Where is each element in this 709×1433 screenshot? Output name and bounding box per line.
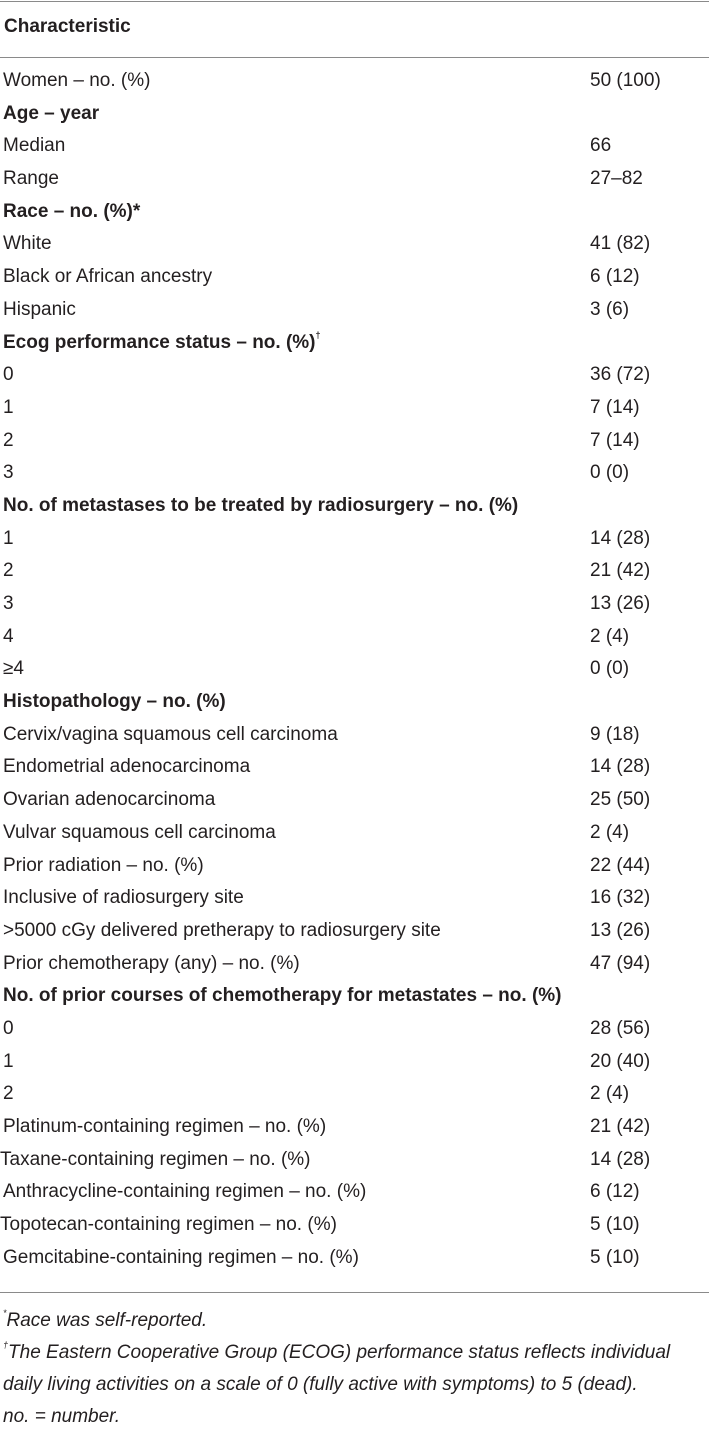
table-row <box>0 1078 709 1111</box>
footnotes <box>3 1305 707 1433</box>
row-label-text: Histopathology – no. (%) <box>3 691 226 713</box>
row-label <box>3 555 14 588</box>
row-label <box>3 621 14 654</box>
table-row <box>0 1209 709 1242</box>
row-label-text: 1 <box>3 396 14 418</box>
row-value: 0 (0) <box>590 462 630 484</box>
row-label <box>3 784 215 817</box>
row-value: 13 (26) <box>590 919 651 941</box>
footnote-text: Race was self-reported. <box>6 1310 208 1331</box>
row-label <box>3 163 59 196</box>
table-row <box>0 1046 709 1079</box>
row-label-text: 1 <box>3 1050 14 1072</box>
table-row <box>0 850 709 883</box>
row-label <box>3 457 14 490</box>
row-label <box>3 228 52 261</box>
header-rule <box>0 57 709 58</box>
row-value: 0 (0) <box>590 658 630 680</box>
table-row <box>0 915 709 948</box>
row-label-text: Topotecan-containing regimen – no. (%) <box>0 1214 337 1236</box>
row-label-text: Anthracycline-containing regimen – no. (%) <box>3 1181 367 1203</box>
row-value: 66 <box>590 135 612 157</box>
row-label <box>3 817 276 850</box>
top-rule <box>0 1 709 2</box>
row-value: 22 (44) <box>590 854 651 876</box>
column-header-characteristic: Characteristic <box>4 16 131 37</box>
table-row <box>0 294 709 327</box>
table-row <box>0 817 709 850</box>
row-label-text: 0 <box>3 1017 14 1039</box>
row-value: 6 (12) <box>590 266 640 288</box>
table-row <box>0 457 709 490</box>
row-label-text: No. of metastases to be treated by radiosurgery – no. (%) <box>3 494 519 516</box>
section-heading <box>3 490 518 523</box>
table-row <box>0 751 709 784</box>
row-value: 21 (42) <box>590 1116 651 1137</box>
table-section-row <box>0 196 709 229</box>
row-label <box>3 1078 14 1111</box>
row-label <box>3 751 250 784</box>
row-label <box>3 1013 14 1046</box>
row-label <box>3 261 212 294</box>
row-label-text: Gemcitabine-containing regimen – no. (%) <box>3 1246 359 1268</box>
table-row <box>0 228 709 261</box>
row-label <box>3 359 14 392</box>
row-label-text: White <box>3 233 52 255</box>
table-row <box>0 555 709 588</box>
table-row <box>0 1144 709 1177</box>
table-row <box>0 392 709 425</box>
row-label <box>3 294 76 327</box>
table-row <box>0 163 709 196</box>
table-section-row <box>0 980 709 1013</box>
row-value: 2 (4) <box>590 625 630 647</box>
row-label <box>3 1046 14 1079</box>
row-label <box>3 425 14 458</box>
section-heading <box>3 327 321 360</box>
footnote-mark: * <box>3 1308 7 1318</box>
row-label <box>3 588 14 621</box>
row-value: 14 (28) <box>590 756 651 778</box>
row-label-text: Platinum-containing regimen – no. (%) <box>3 1116 327 1137</box>
row-value: 41 (82) <box>590 233 651 255</box>
table-row <box>0 588 709 621</box>
row-value: 50 (100) <box>590 70 661 91</box>
row-label <box>0 1209 337 1242</box>
row-value: 2 (4) <box>590 1083 630 1105</box>
row-label-text: Endometrial adenocarcinoma <box>3 756 251 778</box>
table-row <box>0 1242 709 1275</box>
row-label <box>3 523 14 556</box>
row-value: 20 (40) <box>590 1050 651 1072</box>
row-value: 3 (6) <box>590 298 630 320</box>
footnote-race <box>3 1305 707 1337</box>
row-label <box>3 1111 326 1144</box>
row-value: 13 (26) <box>590 593 651 614</box>
table-section-row <box>0 686 709 719</box>
row-value: 2 (4) <box>590 821 630 843</box>
row-label-text: Cervix/vagina squamous cell carcinoma <box>3 723 338 745</box>
row-label-text: Race – no. (%)* <box>3 200 141 222</box>
bottom-rule <box>0 1292 709 1293</box>
footnote-text: daily living activities on a scale of 0 (fully active with symptoms) to 5 (dead). <box>3 1374 638 1395</box>
footnote-marker: † <box>315 329 321 340</box>
footnote-ecog-continued <box>3 1369 707 1401</box>
table-row <box>0 1013 709 1046</box>
table-section-row <box>0 98 709 131</box>
row-label-text: No. of prior courses of chemotherapy for metastates – no. (%) <box>3 985 562 1007</box>
footnote-abbreviation <box>3 1401 707 1433</box>
table-row <box>0 1176 709 1209</box>
row-value: 5 (10) <box>590 1246 640 1268</box>
table-row <box>0 784 709 817</box>
table-row <box>0 359 709 392</box>
row-label <box>3 850 204 883</box>
row-value: 14 (28) <box>590 1148 651 1170</box>
row-label-text: 3 <box>3 593 14 614</box>
row-label <box>3 653 24 686</box>
row-label-text: 3 <box>3 462 14 484</box>
row-label <box>3 130 65 163</box>
row-value: 36 (72) <box>590 364 651 386</box>
table-section-row <box>0 490 709 523</box>
row-label-text: Inclusive of radiosurgery site <box>3 887 244 909</box>
table-row <box>0 621 709 654</box>
row-label-text: Range <box>3 168 59 190</box>
row-label-text: Taxane-containing regimen – no. (%) <box>0 1148 311 1170</box>
row-label-text: Ecog performance status – no. (%) <box>3 331 316 353</box>
section-heading <box>3 980 562 1013</box>
row-label-text: 1 <box>3 527 14 549</box>
footnote-mark: † <box>3 1340 9 1350</box>
row-label-text: Median <box>3 135 66 157</box>
row-label-text: Vulvar squamous cell carcinoma <box>3 821 276 843</box>
row-value: 6 (12) <box>590 1181 640 1203</box>
row-value: 27–82 <box>590 168 643 190</box>
row-label <box>3 1242 359 1275</box>
row-label <box>3 948 300 981</box>
row-value: 5 (10) <box>590 1214 640 1236</box>
table-row <box>0 261 709 294</box>
row-label-text: 2 <box>3 560 14 582</box>
row-label <box>3 1176 366 1209</box>
row-label-text: Age – year <box>3 102 100 124</box>
row-value: 7 (14) <box>590 429 640 451</box>
row-value: 7 (14) <box>590 396 640 418</box>
footnote-ecog <box>3 1337 707 1369</box>
row-label-text: Ovarian adenocarcinoma <box>3 789 216 811</box>
row-label <box>3 719 338 752</box>
row-value: 21 (42) <box>590 560 651 582</box>
table-row <box>0 719 709 752</box>
row-value: 28 (56) <box>590 1017 651 1039</box>
row-value: 47 (94) <box>590 952 651 974</box>
row-label <box>3 65 150 98</box>
row-label-text: ≥4 <box>3 658 24 680</box>
table-row <box>0 948 709 981</box>
table-row <box>0 882 709 915</box>
table-section-row <box>0 327 709 360</box>
row-label-text: Hispanic <box>3 298 76 320</box>
table-row <box>0 130 709 163</box>
row-value: 16 (32) <box>590 887 651 909</box>
row-label <box>3 915 441 948</box>
table-row <box>0 425 709 458</box>
section-heading <box>3 686 226 719</box>
section-heading <box>3 98 99 131</box>
row-label-text: 2 <box>3 1083 14 1105</box>
row-label-text: Women – no. (%) <box>3 70 151 91</box>
table-row <box>0 653 709 686</box>
footnote-text: The Eastern Cooperative Group (ECOG) performance status reflects individual <box>8 1342 671 1363</box>
footnote-text: no. = number. <box>3 1406 121 1427</box>
row-label-text: 4 <box>3 625 14 647</box>
table-row <box>0 1111 709 1144</box>
row-label-text: 2 <box>3 429 14 451</box>
section-heading <box>3 196 140 229</box>
row-label-text: 0 <box>3 364 14 386</box>
row-label-text: Black or African ancestry <box>3 266 213 288</box>
table-row <box>0 523 709 556</box>
row-label-text: >5000 cGy delivered pretherapy to radiosurgery site <box>3 919 441 941</box>
table-row <box>0 65 709 98</box>
table-body <box>0 65 709 1274</box>
row-value: 9 (18) <box>590 723 640 745</box>
row-label-text: Prior chemotherapy (any) – no. (%) <box>3 952 300 974</box>
row-label-text: Prior radiation – no. (%) <box>3 854 204 876</box>
row-value: 25 (50) <box>590 789 651 811</box>
row-label <box>3 392 14 425</box>
row-value: 14 (28) <box>590 527 651 549</box>
row-label <box>3 882 244 915</box>
row-label <box>0 1144 311 1177</box>
